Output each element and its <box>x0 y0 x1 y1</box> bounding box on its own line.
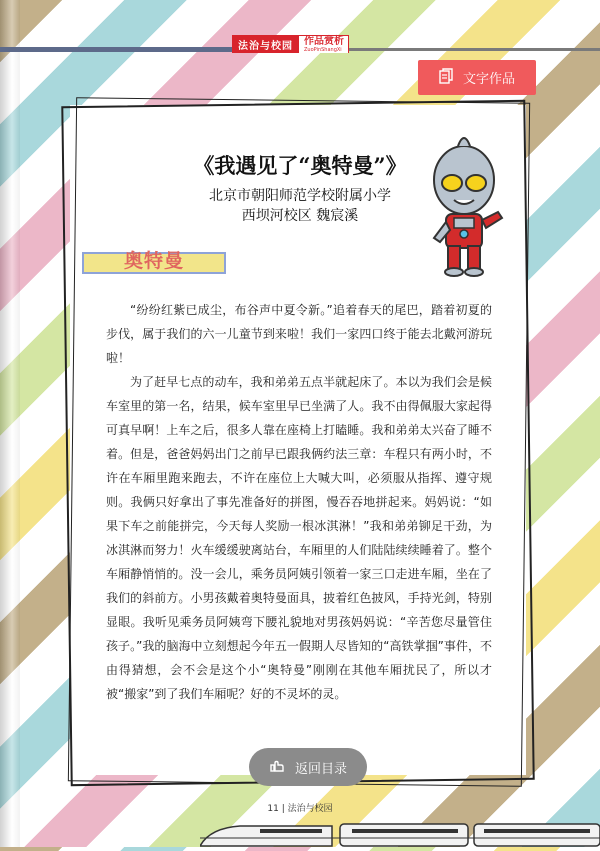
section-label: 法治与校园 <box>232 35 299 53</box>
column-pinyin: ZuoPinShangXi <box>304 47 342 53</box>
book-spine-shadow <box>0 0 20 847</box>
back-button-label: 返回目录 <box>294 761 347 777</box>
back-to-contents-button[interactable] <box>249 748 367 786</box>
bullet-train-illustration <box>200 818 600 847</box>
author-school: 北京市朝阳师范学校附属小学 <box>209 188 391 204</box>
page-number: 11 <box>267 804 279 814</box>
article-author <box>150 186 450 226</box>
article-title: 《我遇见了“奥特曼”》 <box>193 153 407 178</box>
article-paragraph: “纷纷红紫已成尘，布谷声中夏令新。”追着春天的尾巴，踏着初夏的步伐，属于我们的六一儿童节到来啦！我们一家四口终于能去北戴河游玩啦！ <box>106 303 492 365</box>
column-title-box <box>299 35 349 53</box>
header-rule-accent <box>0 47 232 52</box>
article-body <box>106 298 492 706</box>
article-paragraph: 为了赶早七点的动车，我和弟弟五点半就起床了。本以为我们会是候车室里的第一名，结果，候车室里早已坐满了人。我不由得佩服大家起得可真早啊！上车之后，很多人靠在座椅上打瞌睡。我和弟弟太兴奋了睡不着。但是，爸爸妈妈出门之前早已跟我俩约法三章：车程只有两小时，不许在车厢里跑来跑去，不许在座位上大喊大叫，必须服从指挥、遵守规则。我俩只好拿出了事先准备好的拼图，慢吞吞地拼起来。妈妈说：“如果下车之前能拼完，今天每人奖励一根冰淇淋！”我和弟弟铆足干劲，为冰淇淋而努力！火车缓缓驶离站台，车厢里的人们陆陆续续睡着了。整个车厢静悄悄的。没一会儿，乘务员阿姨引领着一家三口走进车厢，坐在了我们的斜前方。小男孩戴着奥特曼面具，披着红色披风，手持光剑，特别显眼。我听见乘务员阿姨弯下腰礼貌地对男孩妈妈说：“辛苦您尽量管住孩子。”我的脑海中立刻想起今年五一假期人尽皆知的“高铁掌掴”事件，不由得猜想，会不会是这个小“奥特曼”刚刚在其他车厢扰民了，所以才被“搬家”到了我们车厢呢？好的不灵坏的灵。 <box>106 375 492 701</box>
hand-pointer-icon <box>269 757 285 777</box>
keyword-tag-label: 奥特曼 <box>124 250 185 272</box>
author-campus-name: 西坝河校区 魏宸溪 <box>241 208 359 224</box>
column-title: 作品赏析 <box>304 36 344 47</box>
ultraman-illustration <box>424 128 508 278</box>
footer-magazine-name: 法治与校园 <box>287 804 333 814</box>
category-button-label: 文字作品 <box>462 72 515 87</box>
column-header <box>232 35 349 53</box>
page-footer <box>0 801 600 814</box>
keyword-tag <box>82 252 226 274</box>
category-button[interactable] <box>418 60 536 95</box>
document-copy-icon <box>439 68 453 88</box>
footer-separator: | <box>281 804 285 814</box>
